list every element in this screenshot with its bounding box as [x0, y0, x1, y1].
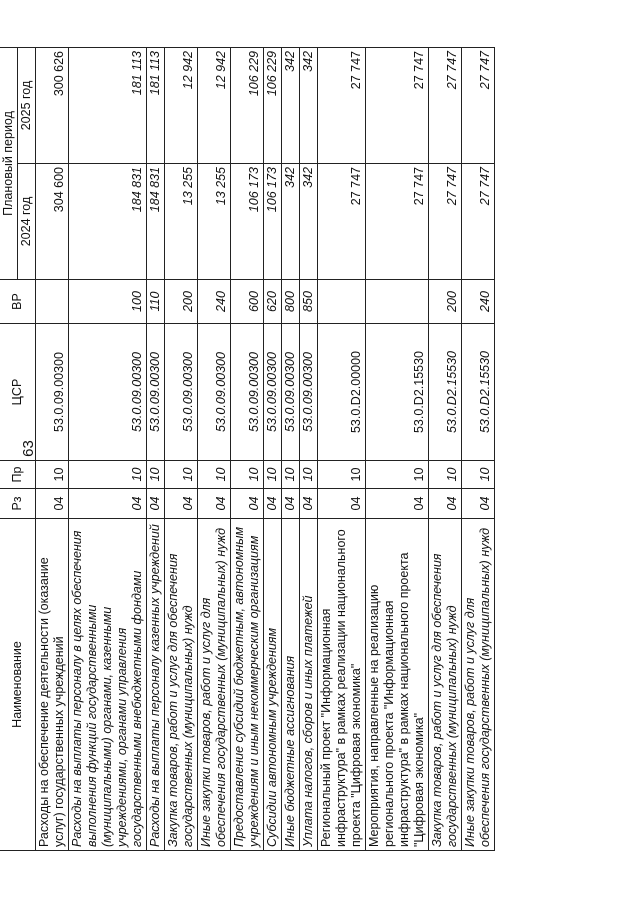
cell-vr: 600: [230, 279, 263, 323]
table-row: [299, 47, 317, 850]
header-vr: ВР: [0, 279, 35, 323]
cell-name: Закупка товаров, работ и услуг для обеспечения государственных (муниципальных) нужд: [428, 518, 461, 850]
cell-name: Расходы на выплаты персоналу в целях обеспечения выполнения функций государственными (муниципальными) органами, казенными учреждениями, органами управления государственными внебюджетными фондами: [68, 518, 146, 850]
cell-pr: 10: [230, 460, 263, 488]
cell-vr: 240: [461, 279, 494, 323]
cell-rz: 04: [146, 488, 164, 518]
table-row: [263, 47, 281, 850]
cell-vr: 200: [164, 279, 197, 323]
header-period: Плановый период: [0, 47, 17, 279]
table-header: [0, 47, 35, 850]
cell-rz: 04: [461, 488, 494, 518]
header-name: Наименование: [0, 518, 35, 850]
cell-name: Субсидии автономным учреждениям: [263, 518, 281, 850]
cell-vr: 100: [68, 279, 146, 323]
cell-vr: 200: [428, 279, 461, 323]
cell-pr: 10: [299, 460, 317, 488]
cell-pr: 10: [263, 460, 281, 488]
page-number: 63: [19, 440, 37, 457]
cell-pr: 10: [281, 460, 299, 488]
cell-pr: 10: [35, 460, 68, 488]
cell-2024: 342: [299, 163, 317, 279]
cell-2024: 184 831: [146, 163, 164, 279]
header-2025: 2025 год: [17, 47, 35, 163]
cell-rz: 04: [317, 488, 365, 518]
cell-2025: 12 942: [197, 47, 230, 163]
budget-table: [0, 46, 495, 850]
cell-rz: 04: [365, 488, 428, 518]
cell-2025: 12 942: [164, 47, 197, 163]
cell-csr: 53.0.09.00300: [68, 323, 146, 460]
cell-name: Уплата налогов, сборов и иных платежей: [299, 518, 317, 850]
cell-name: Расходы на выплаты персоналу казенных учреждений: [146, 518, 164, 850]
cell-2025: 27 747: [461, 47, 494, 163]
cell-2025: 181 113: [68, 47, 146, 163]
rotated-table-container: [0, 48, 640, 851]
cell-csr: 53.0.09.00300: [230, 323, 263, 460]
cell-2025: 342: [299, 47, 317, 163]
cell-csr: 53.0.09.00300: [146, 323, 164, 460]
cell-2024: 27 747: [317, 163, 365, 279]
table-row: [197, 47, 230, 850]
cell-vr: [317, 279, 365, 323]
cell-csr: 53.0.09.00300: [164, 323, 197, 460]
table-row: [428, 47, 461, 850]
cell-csr: 53.0.D2.15530: [428, 323, 461, 460]
cell-2024: 342: [281, 163, 299, 279]
cell-2024: 27 747: [428, 163, 461, 279]
cell-2025: 300 626: [35, 47, 68, 163]
cell-2024: 106 173: [263, 163, 281, 279]
cell-csr: 53.0.D2.15530: [461, 323, 494, 460]
header-csr: ЦСР: [0, 323, 35, 460]
cell-csr: 53.0.09.00300: [197, 323, 230, 460]
cell-2025: 342: [281, 47, 299, 163]
cell-rz: 04: [263, 488, 281, 518]
cell-csr: 53.0.D2.00000: [317, 323, 365, 460]
cell-csr: 53.0.09.00300: [35, 323, 68, 460]
cell-2024: 27 747: [461, 163, 494, 279]
table-body: [35, 47, 494, 850]
cell-pr: 10: [365, 460, 428, 488]
cell-vr: [35, 279, 68, 323]
cell-vr: [365, 279, 428, 323]
cell-pr: 10: [197, 460, 230, 488]
cell-2025: 106 229: [263, 47, 281, 163]
cell-name: Расходы на обеспечение деятельности (оказание услуг) государственных учреждений: [35, 518, 68, 850]
cell-pr: 10: [461, 460, 494, 488]
cell-vr: 110: [146, 279, 164, 323]
cell-name: Иные бюджетные ассигнования: [281, 518, 299, 850]
cell-pr: 10: [317, 460, 365, 488]
cell-vr: 620: [263, 279, 281, 323]
cell-rz: 04: [35, 488, 68, 518]
cell-csr: 53.0.09.00300: [281, 323, 299, 460]
cell-2025: 27 747: [365, 47, 428, 163]
cell-name: Иные закупки товаров, работ и услуг для обеспечения государственных (муниципальных) нужд: [461, 518, 494, 850]
table-row: [365, 47, 428, 850]
cell-2025: 27 747: [428, 47, 461, 163]
cell-rz: 04: [230, 488, 263, 518]
cell-2024: 304 600: [35, 163, 68, 279]
cell-csr: 53.0.09.00300: [299, 323, 317, 460]
cell-rz: 04: [299, 488, 317, 518]
cell-rz: 04: [428, 488, 461, 518]
cell-2025: 27 747: [317, 47, 365, 163]
cell-rz: 04: [68, 488, 146, 518]
cell-name: Иные закупки товаров, работ и услуг для обеспечения государственных (муниципальных) нужд: [197, 518, 230, 850]
cell-2025: 181 113: [146, 47, 164, 163]
cell-2024: 27 747: [365, 163, 428, 279]
cell-name: Региональный проект "Информационная инфраструктура" в рамках реализации национального проекта "Цифровая экономика": [317, 518, 365, 850]
cell-name: Закупка товаров, работ и услуг для обеспечения государственных (муниципальных) нужд: [164, 518, 197, 850]
cell-2024: 184 831: [68, 163, 146, 279]
cell-vr: 240: [197, 279, 230, 323]
table-row: [317, 47, 365, 850]
table-row: [146, 47, 164, 850]
table-row: [68, 47, 146, 850]
header-rz: Рз: [0, 488, 35, 518]
table-row: [164, 47, 197, 850]
table-row: [35, 47, 68, 850]
cell-pr: 10: [428, 460, 461, 488]
table-row: [461, 47, 494, 850]
cell-pr: 10: [68, 460, 146, 488]
cell-rz: 04: [164, 488, 197, 518]
table-row: [281, 47, 299, 850]
cell-csr: 53.0.09.00300: [263, 323, 281, 460]
cell-rz: 04: [281, 488, 299, 518]
cell-2024: 13 255: [197, 163, 230, 279]
cell-vr: 850: [299, 279, 317, 323]
cell-name: Предоставление субсидий бюджетным, автономным учреждениям и иным некоммерческим организациям: [230, 518, 263, 850]
cell-pr: 10: [164, 460, 197, 488]
header-2024: 2024 год: [17, 163, 35, 279]
cell-rz: 04: [197, 488, 230, 518]
cell-csr: 53.0.D2.15530: [365, 323, 428, 460]
cell-2025: 106 229: [230, 47, 263, 163]
cell-name: Мероприятия, направленные на реализацию регионального проекта "Информационная инфраструктура" в рамках национального проекта "Цифровая экономика": [365, 518, 428, 850]
cell-pr: 10: [146, 460, 164, 488]
header-pr: Пр: [0, 460, 35, 488]
cell-2024: 13 255: [164, 163, 197, 279]
table-row: [230, 47, 263, 850]
cell-vr: 800: [281, 279, 299, 323]
cell-2024: 106 173: [230, 163, 263, 279]
